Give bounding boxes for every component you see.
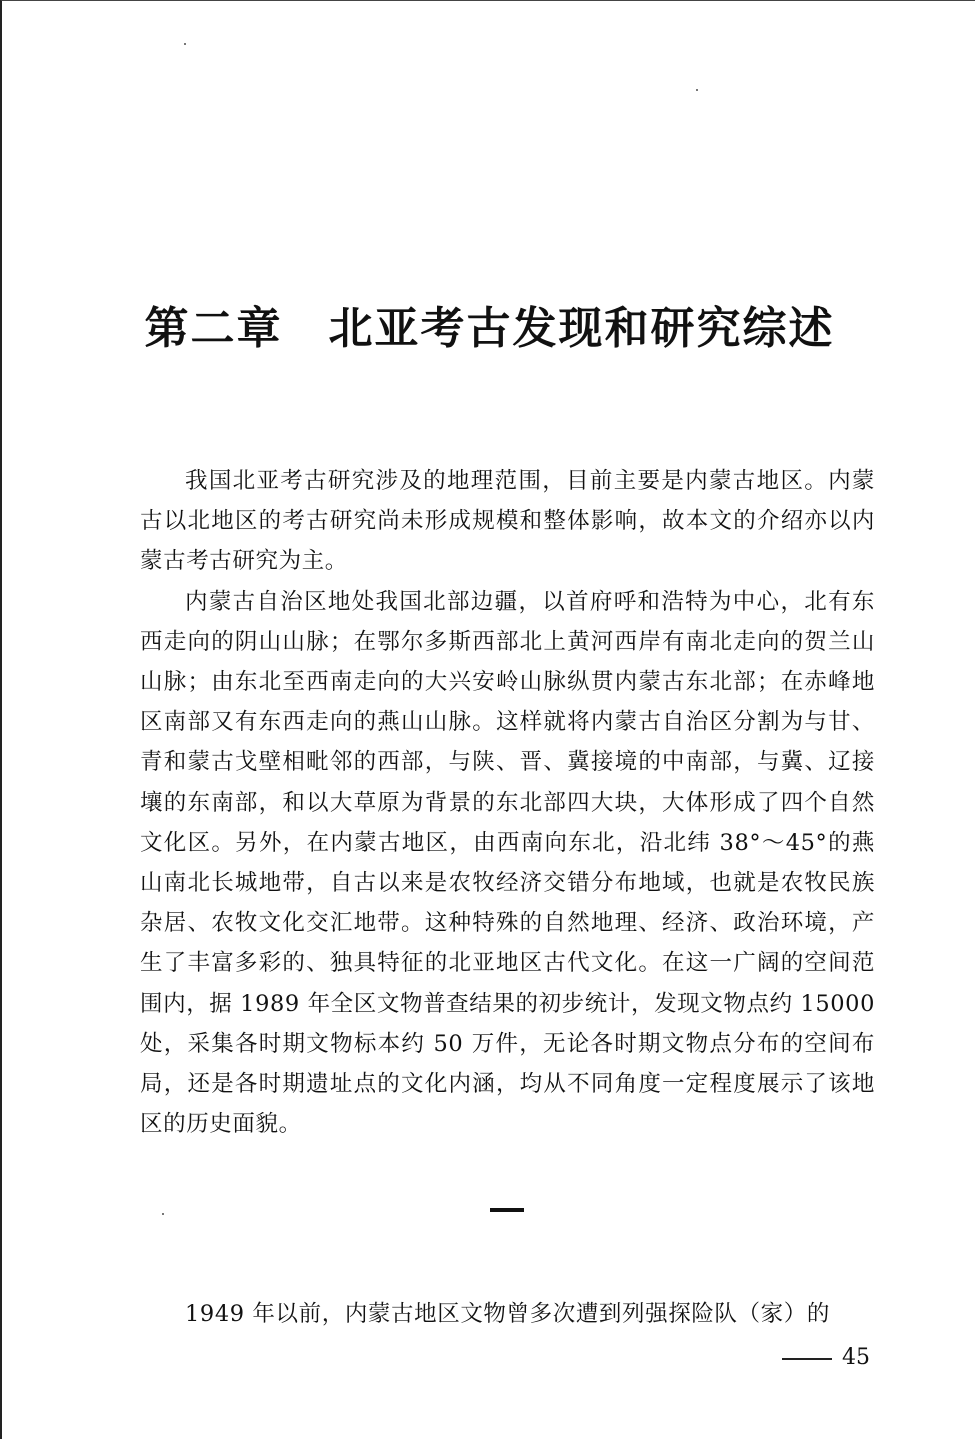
- page-number: 45: [842, 1345, 870, 1370]
- chapter-number: 第二章: [144, 303, 283, 355]
- scan-speck: [162, 1213, 164, 1215]
- scan-speck: [696, 89, 698, 91]
- paragraph-geography: 内蒙古自治区地处我国北部边疆，以首府呼和浩特为中心，北有东西走向的阴山山脉；在鄂尔多斯西部北上黄河西岸有南北走向的贺兰山山脉；由东北至西南走向的大兴安岭山脉纵贯内蒙古东北部；在赤峰地区南部又有东西走向的燕山山脉。这样就将内蒙古自治区分割为与甘、青和蒙古戈壁相毗邻的西部，与陕、晋、冀接境的中南部，与冀、辽接壤的东南部，和以大草原为背景的东北部四大块，大体形成了四个自然文化区。另外，在内蒙古地区，由西南向东北，沿北纬 38°～45°的燕山南北长城地带，自古以来是农牧经济交错分布地域，也就是农牧民族杂居、农牧文化交汇地带。这种特殊的自然地理、经济、政治环境，产生了丰富多彩的、独具特征的北亚地区古代文化。在这一广阔的空间范围内，据 1989 年全区文物普查结果的初步统计，发现文物点约 15000 处，采集各时期文物标本约 50 万件，无论各时期文物点分布的空间布局，还是各时期遗址点的文化内涵，均从不同角度一定程度展示了该地区的历史面貌。: [140, 588, 875, 1138]
- chapter-title: 北亚考古发现和研究综述: [328, 303, 835, 355]
- section-marker-one: [490, 1208, 524, 1212]
- paragraph-history-start: 1949 年以前，内蒙古地区文物曾多次遭到列强探险队（家）的: [185, 1301, 830, 1327]
- paragraph-intro: 我国北亚考古研究涉及的地理范围，目前主要是内蒙古地区。内蒙古以北地区的考古研究尚未形成规模和整体影响，故本文的介绍亦以内蒙古考古研究为主。: [140, 467, 875, 574]
- chapter-heading: [132, 292, 847, 356]
- footer-rule: [782, 1358, 832, 1360]
- scan-speck: [184, 43, 186, 45]
